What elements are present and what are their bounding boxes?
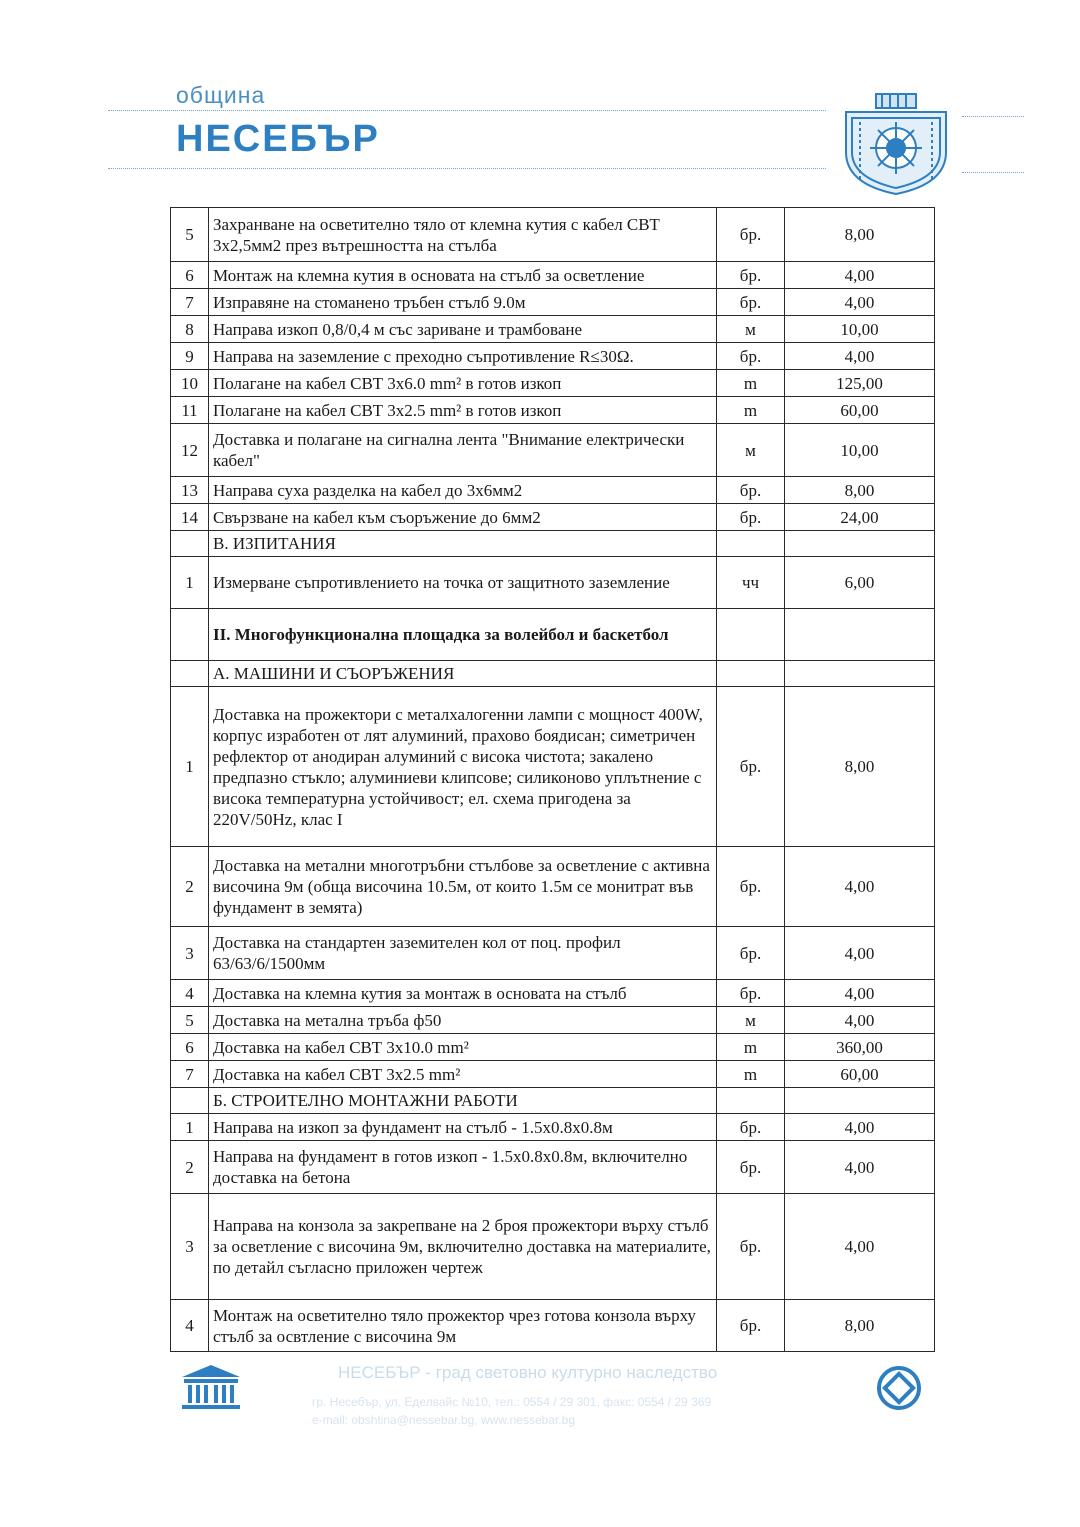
row-number bbox=[171, 609, 209, 661]
table-row bbox=[171, 1114, 935, 1141]
row-unit: m bbox=[717, 397, 785, 424]
row-number: 7 bbox=[171, 289, 209, 316]
row-unit: бр. bbox=[717, 504, 785, 531]
row-description: Захранване на осветително тяло от клемна кутия с кабел СВТ 3х2,5мм2 през вътрешността на стълба bbox=[209, 208, 717, 262]
table-row bbox=[171, 661, 935, 687]
table-row bbox=[171, 1007, 935, 1034]
table-row bbox=[171, 531, 935, 557]
world-heritage-emblem-icon bbox=[876, 1365, 922, 1411]
row-description: II. Многофункционална площадка за волейбол и баскетбол bbox=[209, 609, 717, 661]
table-row bbox=[171, 1088, 935, 1114]
row-number: 6 bbox=[171, 1034, 209, 1061]
table-row bbox=[171, 343, 935, 370]
row-unit: бр. bbox=[717, 1300, 785, 1352]
table-row bbox=[171, 208, 935, 262]
row-number bbox=[171, 661, 209, 687]
row-quantity: 10,00 bbox=[785, 424, 935, 477]
row-number: 6 bbox=[171, 262, 209, 289]
row-description: Полагане на кабел СВТ 3х2.5 mm² в готов изкоп bbox=[209, 397, 717, 424]
row-unit: бр. bbox=[717, 208, 785, 262]
row-quantity bbox=[785, 661, 935, 687]
table-row bbox=[171, 557, 935, 609]
table-row bbox=[171, 262, 935, 289]
row-quantity: 4,00 bbox=[785, 1194, 935, 1300]
row-quantity: 4,00 bbox=[785, 1114, 935, 1141]
row-quantity: 4,00 bbox=[785, 1007, 935, 1034]
row-quantity: 8,00 bbox=[785, 477, 935, 504]
table-row bbox=[171, 687, 935, 847]
row-unit: бр. bbox=[717, 343, 785, 370]
row-description: А. МАШИНИ И СЪОРЪЖЕНИЯ bbox=[209, 661, 717, 687]
row-number: 9 bbox=[171, 343, 209, 370]
unesco-temple-icon bbox=[180, 1363, 242, 1411]
bill-of-quantities-table bbox=[170, 207, 935, 1352]
row-unit: бр. bbox=[717, 1194, 785, 1300]
row-number: 1 bbox=[171, 1114, 209, 1141]
row-unit: бр. bbox=[717, 687, 785, 847]
row-quantity: 4,00 bbox=[785, 980, 935, 1007]
row-quantity: 4,00 bbox=[785, 847, 935, 927]
header-divider-top bbox=[108, 110, 826, 111]
row-quantity: 24,00 bbox=[785, 504, 935, 531]
row-quantity: 60,00 bbox=[785, 1061, 935, 1088]
row-description: Доставка и полагане на сигнална лента "Внимание електрически кабел" bbox=[209, 424, 717, 477]
row-number: 10 bbox=[171, 370, 209, 397]
row-description: Полагане на кабел СВТ 3х6.0 mm² в готов изкоп bbox=[209, 370, 717, 397]
row-unit: бр. bbox=[717, 847, 785, 927]
row-quantity: 8,00 bbox=[785, 687, 935, 847]
row-unit: м bbox=[717, 1007, 785, 1034]
row-unit: бр. bbox=[717, 477, 785, 504]
table-row bbox=[171, 609, 935, 661]
header-divider-right-bottom bbox=[962, 172, 1024, 173]
row-quantity: 60,00 bbox=[785, 397, 935, 424]
row-description: Монтаж на клемна кутия в основата на стълб за осветление bbox=[209, 262, 717, 289]
row-description: Направа на заземление с преходно съпротивление R≤30Ω. bbox=[209, 343, 717, 370]
table-row bbox=[171, 289, 935, 316]
row-unit bbox=[717, 661, 785, 687]
row-number: 5 bbox=[171, 208, 209, 262]
row-quantity: 4,00 bbox=[785, 927, 935, 980]
row-description: Направа на фундамент в готов изкоп - 1.5х0.8х0.8м, включително доставка на бетона bbox=[209, 1141, 717, 1194]
row-description: Доставка на кабел СВТ 3х2.5 mm² bbox=[209, 1061, 717, 1088]
table-row bbox=[171, 316, 935, 343]
nesebar-coat-of-arms-icon bbox=[838, 92, 954, 196]
footer-title: НЕСЕБЪР - град световно културно наследство bbox=[338, 1363, 718, 1382]
table-row bbox=[171, 1141, 935, 1194]
row-quantity: 4,00 bbox=[785, 262, 935, 289]
row-description: Доставка на метални многотръбни стълбове за осветление с активна височина 9м (обща височина 10.5м, от които 1.5м се монитрат във фундамент в земята) bbox=[209, 847, 717, 927]
row-description: Доставка на метална тръба ф50 bbox=[209, 1007, 717, 1034]
row-number: 2 bbox=[171, 847, 209, 927]
row-description: Свързване на кабел към съоръжение до 6мм2 bbox=[209, 504, 717, 531]
row-description: Б. СТРОИТЕЛНО МОНТАЖНИ РАБОТИ bbox=[209, 1088, 717, 1114]
row-number: 4 bbox=[171, 1300, 209, 1352]
row-description: В. ИЗПИТАНИЯ bbox=[209, 531, 717, 557]
header-divider-bottom bbox=[108, 168, 826, 169]
row-quantity: 6,00 bbox=[785, 557, 935, 609]
row-number: 3 bbox=[171, 927, 209, 980]
row-unit: m bbox=[717, 1034, 785, 1061]
row-unit: м bbox=[717, 424, 785, 477]
table-row bbox=[171, 927, 935, 980]
row-number: 8 bbox=[171, 316, 209, 343]
table-row bbox=[171, 424, 935, 477]
page-footer bbox=[0, 1355, 1080, 1435]
row-unit: бр. bbox=[717, 927, 785, 980]
row-unit: m bbox=[717, 1061, 785, 1088]
row-quantity bbox=[785, 1088, 935, 1114]
row-quantity bbox=[785, 531, 935, 557]
row-number: 4 bbox=[171, 980, 209, 1007]
row-number bbox=[171, 1088, 209, 1114]
row-quantity: 4,00 bbox=[785, 1141, 935, 1194]
table-row bbox=[171, 1194, 935, 1300]
row-number bbox=[171, 531, 209, 557]
municipality-name: НЕСЕБЪР bbox=[176, 118, 380, 160]
table-body bbox=[171, 208, 935, 1352]
row-description: Доставка на кабел СВТ 3х10.0 mm² bbox=[209, 1034, 717, 1061]
row-number: 2 bbox=[171, 1141, 209, 1194]
row-description: Направа на изкоп за фундамент на стълб - 1.5х0.8х0.8м bbox=[209, 1114, 717, 1141]
row-description: Доставка на стандартен заземителен кол от поц. профил 63/63/6/1500мм bbox=[209, 927, 717, 980]
table-row bbox=[171, 1061, 935, 1088]
row-description: Изправяне на стоманено тръбен стълб 9.0м bbox=[209, 289, 717, 316]
row-quantity bbox=[785, 609, 935, 661]
row-unit: бр. bbox=[717, 980, 785, 1007]
row-unit: чч bbox=[717, 557, 785, 609]
row-description: Направа суха разделка на кабел до 3х6мм2 bbox=[209, 477, 717, 504]
table-row bbox=[171, 504, 935, 531]
table-row bbox=[171, 1034, 935, 1061]
row-unit bbox=[717, 531, 785, 557]
row-description: Направа на конзола за закрепване на 2 броя прожектори върху стълб за осветление с височина 9м, включително доставка на материалите, по детайл съгласно приложен чертеж bbox=[209, 1194, 717, 1300]
footer-address: гр. Несебър, ул. Еделвайс №10, тел.: 0554 / 29 301, факс: 0554 / 29 369 bbox=[312, 1395, 712, 1409]
row-unit: м bbox=[717, 316, 785, 343]
row-quantity: 4,00 bbox=[785, 289, 935, 316]
header-divider-right-top bbox=[962, 116, 1024, 117]
row-quantity: 8,00 bbox=[785, 1300, 935, 1352]
row-unit bbox=[717, 609, 785, 661]
row-quantity: 4,00 bbox=[785, 343, 935, 370]
table-row bbox=[171, 847, 935, 927]
row-description: Монтаж на осветително тяло прожектор чрез готова конзола върху стълб за освтление с височина 9м bbox=[209, 1300, 717, 1352]
row-number: 7 bbox=[171, 1061, 209, 1088]
table-row bbox=[171, 477, 935, 504]
municipality-label: община bbox=[176, 82, 266, 108]
row-number: 5 bbox=[171, 1007, 209, 1034]
row-description: Доставка на прожектори с металхалогенни лампи с мощност 400W, корпус изработен от лят алуминий, прахово боядисан; симетричен рефлектор от анодиран алуминий с висока чистота; закалено предпазно стъкло; алуминиеви клипсове; силиконово уплътнение с висока температурна устойчивост; ел. схема пригодена за 220V/50Hz, клас I bbox=[209, 687, 717, 847]
table-row bbox=[171, 397, 935, 424]
row-quantity: 125,00 bbox=[785, 370, 935, 397]
row-number: 1 bbox=[171, 687, 209, 847]
row-unit: m bbox=[717, 370, 785, 397]
row-description: Направа изкоп 0,8/0,4 м със зариване и трамбоване bbox=[209, 316, 717, 343]
row-number: 11 bbox=[171, 397, 209, 424]
row-description: Доставка на клемна кутия за монтаж в основата на стълб bbox=[209, 980, 717, 1007]
footer-contacts: e-mail: obshtina@nessebar.bg, www.nessebar.bg bbox=[312, 1413, 575, 1427]
table-row bbox=[171, 370, 935, 397]
row-number: 14 bbox=[171, 504, 209, 531]
row-unit: бр. bbox=[717, 289, 785, 316]
row-quantity: 10,00 bbox=[785, 316, 935, 343]
row-number: 1 bbox=[171, 557, 209, 609]
row-unit: бр. bbox=[717, 1141, 785, 1194]
row-number: 3 bbox=[171, 1194, 209, 1300]
row-description: Измерване съпротивлението на точка от защитното заземление bbox=[209, 557, 717, 609]
page-header bbox=[0, 0, 1080, 200]
row-quantity: 360,00 bbox=[785, 1034, 935, 1061]
table-row bbox=[171, 980, 935, 1007]
row-quantity: 8,00 bbox=[785, 208, 935, 262]
table-row bbox=[171, 1300, 935, 1352]
row-unit bbox=[717, 1088, 785, 1114]
row-unit: бр. bbox=[717, 1114, 785, 1141]
row-number: 13 bbox=[171, 477, 209, 504]
row-unit: бр. bbox=[717, 262, 785, 289]
row-number: 12 bbox=[171, 424, 209, 477]
